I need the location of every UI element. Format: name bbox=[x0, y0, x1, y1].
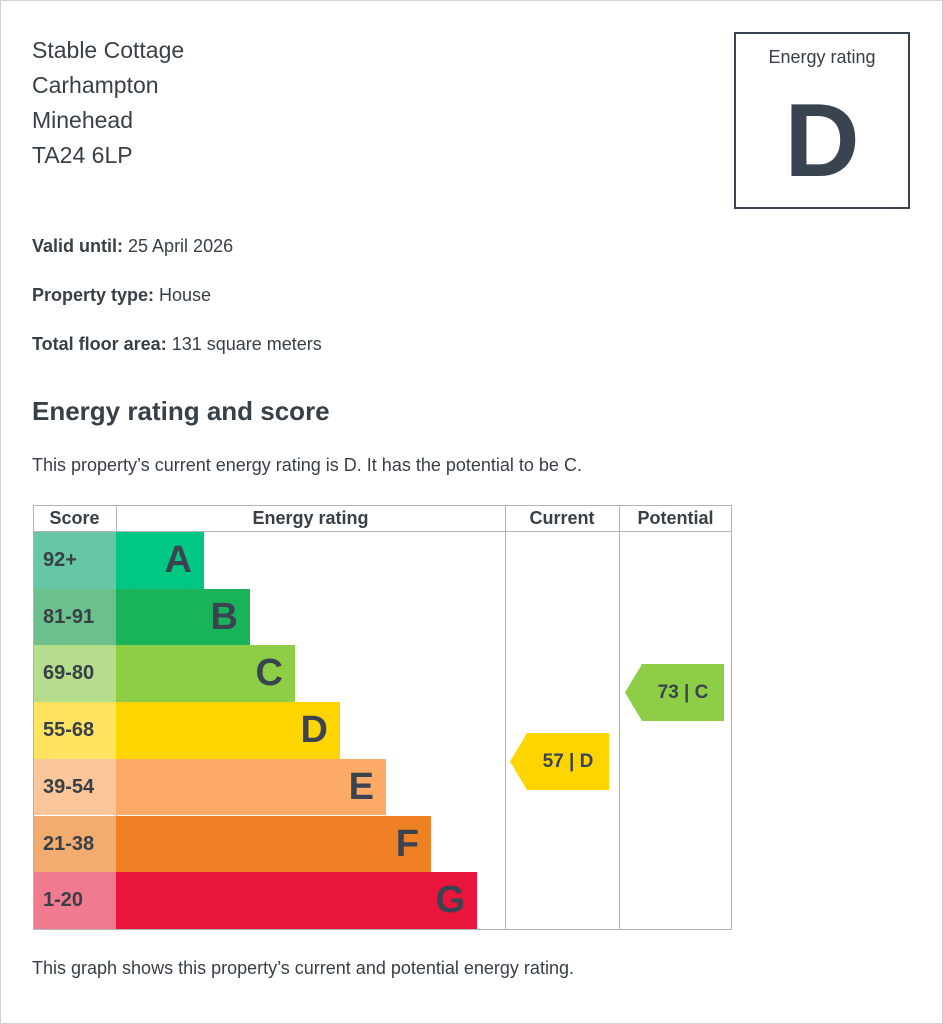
band-score-c: 69-80 bbox=[34, 645, 116, 702]
address-line-2: Carhampton bbox=[32, 72, 159, 98]
floor-area-value: 131 square meters bbox=[166, 334, 322, 354]
address-line-3: Minehead bbox=[32, 107, 134, 133]
chart-footnote: This graph shows this property’s current and potential energy rating. bbox=[32, 958, 574, 978]
band-score-f: 21-38 bbox=[34, 816, 116, 873]
column-divider-rating bbox=[505, 505, 506, 930]
band-score-a: 92+ bbox=[34, 532, 116, 589]
band-bar-f: F bbox=[116, 816, 431, 873]
header-energy-rating: Energy rating bbox=[252, 508, 369, 528]
valid-until bbox=[32, 236, 233, 257]
property-type-value: House bbox=[154, 285, 212, 305]
current-rating-arrow-label: 57 | D bbox=[542, 751, 594, 772]
floor-area bbox=[32, 334, 322, 355]
energy-rating-caption: Energy rating bbox=[768, 47, 876, 67]
rating-description: This property’s current energy rating is D. It has the potential to be C. bbox=[32, 455, 582, 475]
property-type-label: Property type: bbox=[32, 285, 155, 305]
band-bar-g: G bbox=[116, 872, 477, 929]
column-divider-current bbox=[619, 505, 620, 930]
energy-rating-letter: D bbox=[784, 83, 860, 199]
valid-until-value: 25 April 2026 bbox=[123, 236, 234, 256]
property-address bbox=[32, 33, 184, 173]
band-score-b: 81-91 bbox=[34, 589, 116, 646]
potential-rating-arrow-label: 73 | C bbox=[657, 682, 709, 703]
valid-until-label: Valid until: bbox=[32, 236, 124, 256]
band-score-d: 55-68 bbox=[34, 702, 116, 759]
floor-area-label: Total floor area: bbox=[32, 334, 167, 354]
band-bar-b: B bbox=[116, 589, 250, 646]
energy-rating-chart bbox=[33, 505, 732, 930]
band-bar-a: A bbox=[116, 532, 204, 589]
header-score: Score bbox=[49, 508, 100, 528]
current-rating-arrow bbox=[510, 733, 609, 790]
address-line-1: Stable Cottage bbox=[32, 37, 185, 63]
section-title: Energy rating and score bbox=[32, 396, 330, 426]
band-bar-e: E bbox=[116, 759, 386, 816]
property-type bbox=[32, 285, 211, 306]
header-current: Current bbox=[529, 508, 595, 528]
band-bar-c: C bbox=[116, 645, 295, 702]
band-bar-d: D bbox=[116, 702, 340, 759]
band-score-e: 39-54 bbox=[34, 759, 116, 816]
potential-rating-arrow bbox=[625, 664, 724, 721]
band-score-g: 1-20 bbox=[34, 872, 116, 929]
address-postcode: TA24 6LP bbox=[32, 142, 133, 168]
energy-rating-box bbox=[734, 32, 910, 209]
header-potential: Potential bbox=[637, 508, 714, 528]
